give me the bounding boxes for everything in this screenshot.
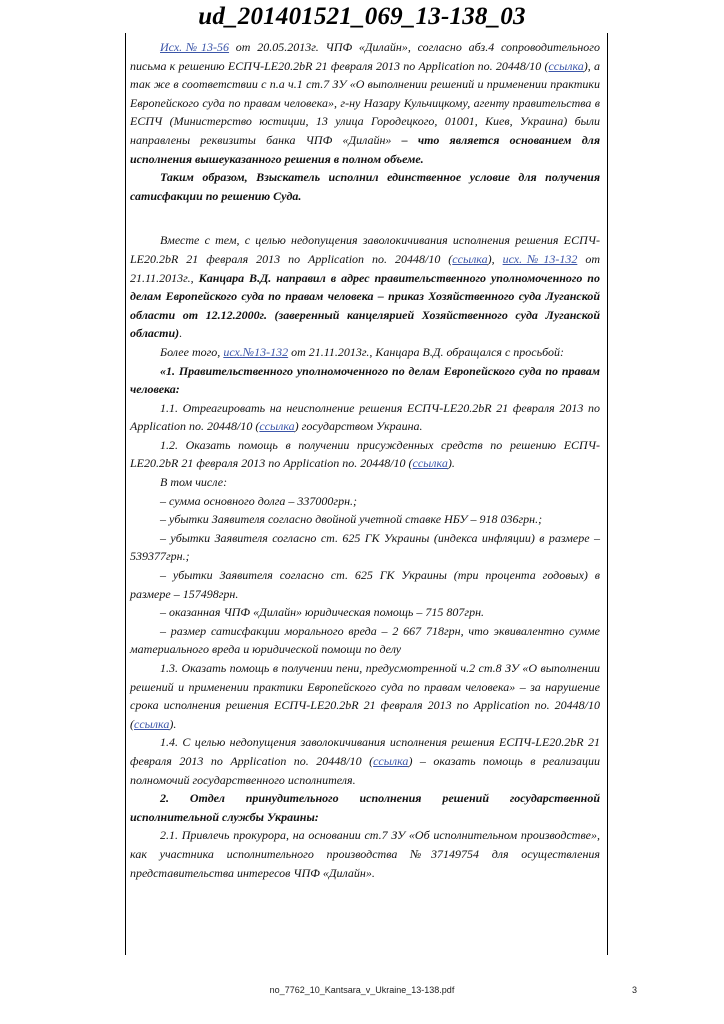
paragraph-moreover <box>130 343 600 362</box>
list-item-inflation-losses: – убытки Заявителя согласно ст. 625 ГК Украины (индекса инфляции) в размере – 539377грн.; <box>130 530 600 564</box>
paragraph-item-1-1 <box>130 399 600 436</box>
reference-link[interactable]: ссылка <box>412 456 448 471</box>
list-item-nbu-losses: – убытки Заявителя согласно двойной учетной ставке НБУ – 918 036грн.; <box>160 512 543 527</box>
paragraph-bold-text: – что является основанием для исполнения вышеуказанного решения в полном объеме. <box>130 132 601 166</box>
paragraph-item-2-1: 2.1. Привлечь прокурора, на основании ст.7 ЗУ «Об исполнительном производстве», как участника исполнительного производства №37149754 для осуществления представительства интересов ЧПФ «Дилайн». <box>130 828 600 880</box>
paragraph-item-1-2 <box>130 436 600 473</box>
paragraph-text: 1.2. Оказать помощь в получении присужденных средств по решению ЕСПЧ-LE20.2bR 21 февраля 2013 по Application no. 20448/10 ( <box>130 437 600 471</box>
paragraph-text: Более того, <box>160 344 224 359</box>
list-item-moral-damage: – размер сатисфакции морального вреда – 2 667 718грн, что эквивалентно сумме материального вреда и юридической помощи по делу <box>130 623 600 657</box>
paragraph-text: от 21.11.2013г., Канцара В.Д. обращался с просьбой: <box>288 344 564 359</box>
paragraph-text: от 21.11.2013г., <box>130 251 600 285</box>
list-item-main-debt: – сумма основного долга – 337000грн.; <box>160 493 358 508</box>
reference-link[interactable]: ссылка <box>134 716 170 731</box>
footer-filename: no_7762_10_Kantsara_v_Ukraine_13-138.pdf <box>269 985 455 995</box>
letter-link[interactable]: исх.№13-132 <box>502 251 578 266</box>
right-border-line <box>607 33 608 955</box>
left-border-line <box>125 33 126 955</box>
paragraph-text: 1.1. Отреагировать на неисполнение решения ЕСПЧ-LE20.2bR 21 февраля 2013 по Application no. 20448/10 ( <box>130 400 600 434</box>
paragraph-text: ) государством Украина. <box>294 419 423 434</box>
paragraph-text: ), а так же в соответствии с п.а ч.1 ст.7 ЗУ «О выполнении решений и применении практики Европейского суда по правам человека», г-ну Назару Кульчицкому, агенту правительства в ЕСПЧ (Министерство юстиции, 13 улица Городецкого, 01001, Киев, Украина) были направлены реквизиты банка ЧПФ «Дилайн» <box>130 58 601 147</box>
paragraph-request <box>130 231 600 343</box>
paragraph-text: ) – оказать помощь в реализации полномочий государственного исполнителя. <box>130 753 600 787</box>
spacer <box>130 205 600 231</box>
paragraph-section-2: 2. Отдел принудительного исполнения решений государственной исполнительной службы Украины: <box>130 791 600 824</box>
reference-link[interactable]: ссылка <box>548 58 584 73</box>
reference-link[interactable]: ссылка <box>452 251 488 266</box>
letter-link[interactable]: исх.№13-132 <box>223 344 289 359</box>
paragraph-text: ). <box>447 456 455 471</box>
paragraph-conclusion: Таким образом, Взыскатель исполнил единственное условие для получения сатисфакции по решению Суда. <box>130 170 600 203</box>
paragraph-text: . <box>179 326 183 341</box>
paragraph-bold-text: Канцара В.Д. направил в адрес правительственного уполномоченного по делам Европейского суда по правам человека – приказ Хозяйственного суда Луганской области от 12.12.2000г. (заверенный канцелярией Хозяйственного суда Луганской области) <box>130 270 600 341</box>
list-item-legal-aid: – оказанная ЧПФ «Дилайн» юридическая помощь – 715 807грн. <box>160 605 485 620</box>
footer-page-number: 3 <box>632 985 638 995</box>
paragraph-text: Вместе с тем, с целью недопущения заволокичивания исполнения решения ЕСПЧ-LE20.2bR 21 февраля 2013 по Application no. 20448/10 ( <box>130 233 600 266</box>
paragraph-section-1: «1. Правительственного уполномоченного по делам Европейского суда по правам человека: <box>130 363 600 397</box>
reference-link[interactable]: ссылка <box>259 419 295 434</box>
paragraph-text: ). <box>169 716 177 731</box>
letter-link[interactable]: Исх.№13-56 <box>160 40 230 54</box>
paragraph-outgoing-letter <box>130 38 600 168</box>
paragraph-text: 1.3. Оказать помощь в получении пени, предусмотренной ч.2 ст.8 ЗУ «О выполнении решений и применении практики Европейского суда по правам человека» – за нарушение срока исполнения решения ЕСПЧ-LE20.2bR 21 февраля 2013 по Application no. 20448/10 ( <box>130 661 600 731</box>
paragraph-text: от 20.05.2013г. ЧПФ «Дилайн», согласно абз.4 сопроводительного письма к решению ЕСПЧ-LE20.2bR 21 февраля 2013 по Application no. 20448/10 ( <box>130 40 600 73</box>
paragraph-text: ), <box>487 251 503 266</box>
document-body <box>130 38 600 882</box>
page-title: ud_201401521_069_13-138_03 <box>198 3 526 30</box>
paragraph-including: В том числе: <box>160 475 228 490</box>
list-item-interest-losses: – убытки Заявителя согласно ст. 625 ГК Украины (три процента годовых) в размере – 157498грн. <box>130 568 600 601</box>
paragraph-item-1-3 <box>130 659 600 733</box>
paragraph-text: 1.4. С целью недопущения заволокичивания исполнения решения ЕСПЧ-LE20.2bR 21 февраля 2013 по Application no. 20448/10 ( <box>130 735 600 768</box>
paragraph-item-1-4 <box>130 733 600 789</box>
reference-link[interactable]: ссылка <box>373 753 409 768</box>
